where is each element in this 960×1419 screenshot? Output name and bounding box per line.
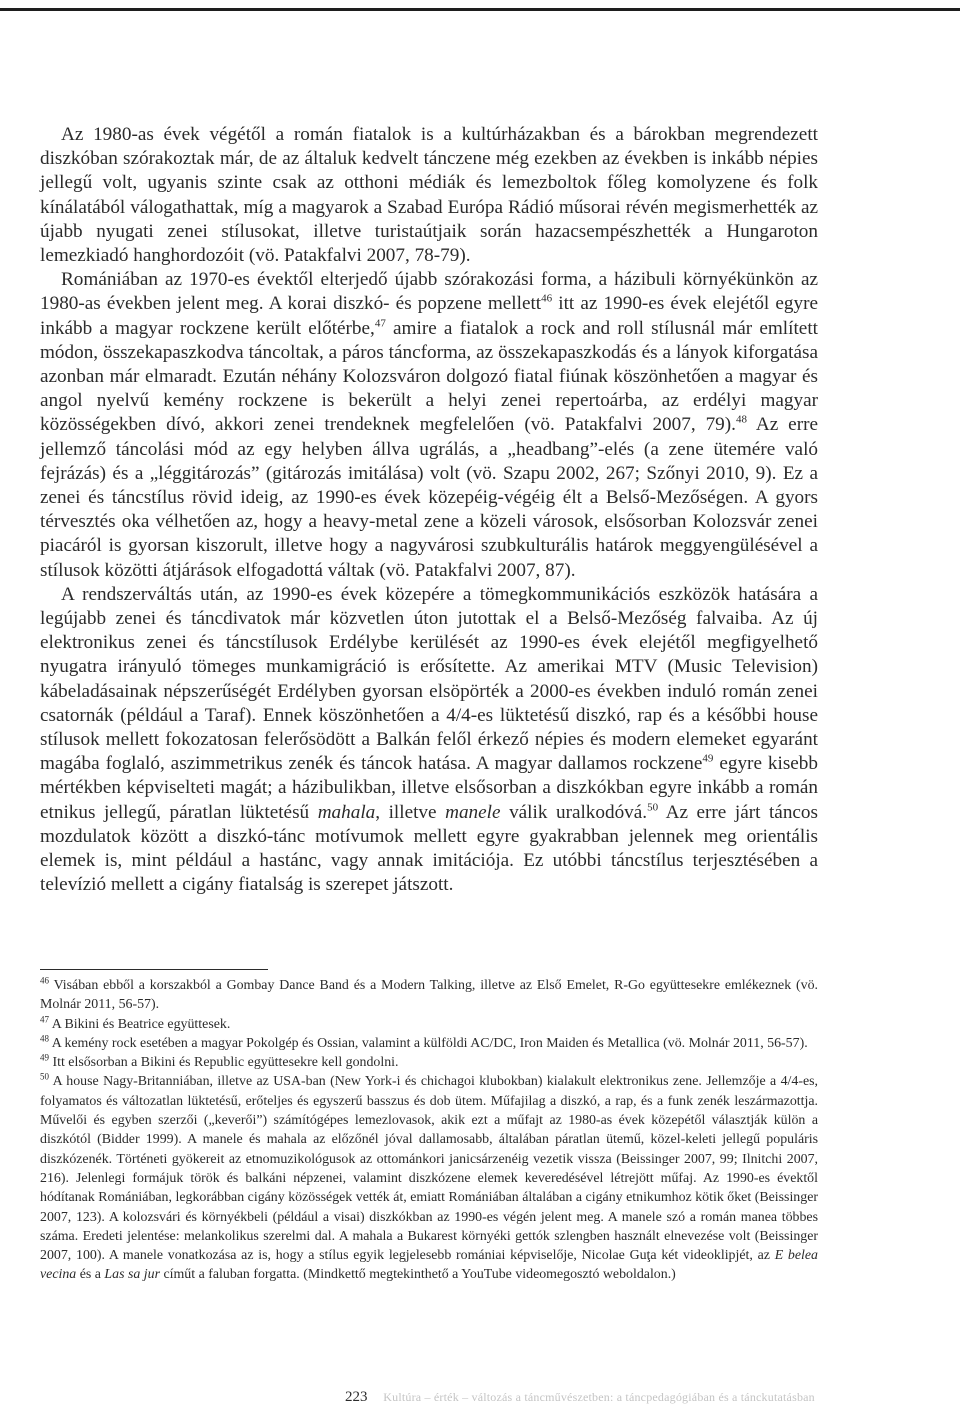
footnote [40,1072,818,1284]
footnote-reference: 47 [374,317,386,330]
text-run: amire a fiatalok a rock and roll stílusnál már említett módon, összekapaszkodva táncoltak, a páros táncforma, az összekapaszkodás és a lányok kiforgatása azonban már elmaradt. Ezután néhány Kolozsváron dolgozó fiatal fiúnak köszönhetően a magyar és angol nyelvű kemény rockzene is bekerült a helyi zenei repertoárba, az erdélyi magyar közösségekben dívó, akkori zenei trendeknek megfelelően (vö. Patakfalvi 2007, 79). [40,317,818,436]
italic-term: mahala [317,801,376,823]
footnotes [40,976,818,1285]
footnote [40,1015,818,1034]
text-run: Az erre járt táncos mozdulatok között a diszkó-tánc motívumok mellett egyre gyakrabban jelennek meg orientális elemek is, mint például a hastánc, vagy annak imitációja. Ez utóbbi táncstílus terjesztésében a televízió mellett a cigány fiatalság is szerepet játszott. [40,801,818,896]
footnote [40,976,818,1015]
footnote-reference: 46 [40,975,49,986]
text-run: itt az 1990-es évek elejétől egyre inkább a magyar rockzene került előtérbe, [40,293,818,339]
text-run: A kemény rock esetében a magyar Pokolgép és Ossian, valamint a külföldi AC/DC, Iron Maiden és Metallica (vö. Molnár 2011, 56-57). [49,1035,808,1051]
text-run: válik uralkodóvá. [500,801,648,823]
text-run: Visában ebből a korszakból a Gombay Dance Band és a Modern Talking, illetve az Első Emelet, R-Go együttesekre emlékeznek (vö. Molnár 2011, 56-57). [40,978,818,1013]
text-run: , illetve [375,801,446,823]
footnote-reference: 50 [647,801,659,814]
footnote-reference: 50 [40,1071,49,1082]
page-number: 223 [345,1389,368,1405]
text-run: Romániában az 1970-es évektől elterjedő újabb szórakozási forma, a házibuli környékünkön az 1980-as években jelent meg. A korai diszkó- és popzene mellett [40,269,818,315]
body-text [40,123,818,898]
text-run: Az erre jellemző táncolási mód az egy helyben állva ugrálás, a „headbang”-elés (a zene ütemére való fejrázás) és a „léggitározás” (gitározás imitálása) volt (vö. Szapu 2002, 267; Szőnyi 2010, 9). Ez a zenei és táncstílus rövid ideig, az 1990-es évek közepéig-végéig élt a Belső-Mezőségen. A gyors térvesztés oka vélhetően az, hogy a heavy-metal zene a közeli városok, elsősorban Kolozsvár zenei piacáról is gyorsan kiszorult, illetve hogy a nagyvárosi szubkulturális határok meggyengülésével a stílusok közötti átjárások elfogadottá váltak (vö. Patakfalvi 2007, 87). [40,414,818,581]
footnote-reference: 49 [40,1052,49,1063]
footnote-reference: 48 [735,414,747,427]
italic-term: E belea vecina [40,1248,818,1283]
text-run: Az 1980-as évek végétől a román fiatalok is a kultúrházakban és a bárokban megrendezett diszkóban szórakoztak már, de az általuk kedvelt tánczene még ezekben az években is inkább népies jellegű volt, ugyanis szinte csak az otthoni médiák és lemezboltok főleg komolyzene és folk kínálatából válogathattak, míg a magyarok a Szabad Európa Rádió műsorai révén megismerhették az újabb nyugati zenei stílusokat, illetve turistaútjaik során hazacsempészhették a Hungaroton lemezkiadó hanghordozóit (vö. Patakfalvi 2007, 78-79). [40,124,818,267]
italic-term: manele [445,801,501,823]
text-run: A house Nagy-Britanniában, illetve az USA-ban (New York-i és chichagoi klubokban) kialakult elektronikus zene. Jellemzője a 4/4-es, folyamatos és változatlan lüktetésű, erőteljes és egyszerű basszus és dob ütem. Műfajilag a diszkó, a rap, és a funk zenék leszármazottja. Művelői és egyben szerzői („keverői”) számítógépes lemezlovasok, akik ezt a műfajt az 1980-as évek közepétől választják külön a diszkótól (Bidder 1999). A manele és mahala az előzőnél jóval dallamosabb, általában páratlan ütemű, közel-keleti jellegű populáris diszkózenék. Történeti gyökereit az etnomuzikológusok az ottománkori janicsárzenéig vezetik vissza (Beissinger 2007, 99; Ilnitchi 2007, 216). Jelenlegi formájuk török és balkáni népzenei, valamint diszkózene elemek keveredésével létrejött műfaj. Az 1990-es évektől hódítanak Romániában, legkorábban cigány közösségek vették át, emiatt Romániában általában a cigány etnikumhoz kötik őket (Beissinger 2007, 123). A kolozsvári és környékbeli (például a visai) diszkókban az 1990-es végén jelent meg. A manele szó a román manea többes száma. Eredeti jelentése: melankolikus szerelmi dal. A mahala a Bukarest környéki gettók szlengben használt elnevezése volt (Beissinger 2007, 100). A manele vonatkozása az is, hogy a stílus egyik legjelesebb romániai képviselője, Nicolae Guţa két videoklipjét, az [40,1074,818,1264]
text-run: egyre kisebb mértékben képviselteti magát; a házibulikban, illetve elsősorban a diszkókban egyre inkább a román etnikus jellegű, páratlan lüktetésű [40,753,818,823]
top-rule [0,8,960,11]
text-run: A rendszerváltás után, az 1990-es évek közepére a tömegkommunikációs eszközök hatására a legújabb zenei és táncdivatok már közvetlen úton jutottak el a Belső-Mezőség falvaiba. Az új elektronikus zenei és táncstílusok Erdélybe kerülését az 1990-es évek elejétől megfigyelhető nyugatra irányuló tömeges munkamigráció is erősítette. Az amerikai MTV (Music Television) kábeladásainak népszerűségét Erdélyben gyorsan elsöpörték a 2000-es években induló román zenei csatornák (például a Taraf). Ennek köszönhetően a 4/4-es lüktetésű diszkó, rap és a későbbi house stílusok mellett fokozatosan felerősödött a Balkán felől érkező népies és modern elemeket egyaránt magába foglaló, aszimmetrikus zenék és táncok hatása. A magyar dallamos rockzene [40,583,818,775]
footnote-reference: 47 [40,1013,49,1024]
text-run: Itt elsősorban a Bikini és Republic együttesekre kell gondolni. [49,1055,399,1071]
running-title: Kultúra – érték – változás a táncművészetben: a táncpedagógiában és a tánckutatásban [383,1390,815,1404]
page-footer [345,1388,935,1406]
paragraph [40,123,818,268]
text-run: és a [76,1267,105,1283]
footnote-reference: 49 [702,752,714,765]
footnote [40,1053,818,1072]
footnote-reference: 48 [40,1033,49,1044]
footnote-separator [40,969,268,970]
italic-term: Las sa jur [104,1267,160,1283]
text-run: címűt a faluban forgatta. (Mindkettő megtekinthető a YouTube videomegosztó weboldalon.) [160,1267,676,1283]
text-run: A Bikini és Beatrice együttesek. [49,1016,231,1032]
paragraph [40,583,818,898]
footnote-reference: 46 [541,293,553,306]
footnote [40,1034,818,1053]
paragraph [40,268,818,583]
